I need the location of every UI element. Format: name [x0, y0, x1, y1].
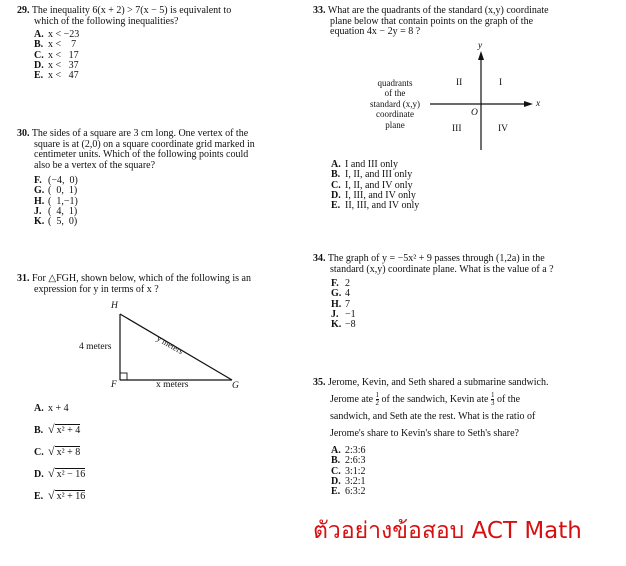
vertex-g-label: G — [232, 381, 239, 391]
answer-option[interactable]: K. −8 — [331, 319, 356, 331]
answer-option[interactable]: H. 7 — [331, 298, 350, 310]
radical-icon: √ — [48, 444, 55, 458]
quadrant-iv-label: IV — [498, 124, 509, 134]
answer-option[interactable]: D. 3:2:1 — [331, 475, 366, 487]
question-33-line-1: 33. What are the quadrants of the standard (x,y) coordinate — [313, 5, 549, 16]
question-31-number: 31. — [17, 273, 30, 284]
answer-option[interactable]: A. x < −23 — [34, 29, 80, 40]
question-30-line-4: also be a vertex of the square? — [34, 159, 156, 171]
question-35-line-3: sandwich, and Seth ate the rest. What is the ratio of — [330, 411, 536, 422]
fraction-one-third: $\frac{1}{3}$ — [490, 391, 495, 408]
answer-option[interactable]: E. 6:3:2 — [331, 486, 366, 498]
question-34 — [313, 254, 613, 275]
x-axis-arrow-icon — [524, 101, 533, 107]
radical-icon: √ — [48, 466, 55, 480]
page-caption: ตัวอย่างข้อสอบ ACT Math — [313, 518, 582, 544]
question-30-line-1: 30. The sides of a square are 3 cm long. One vertex of the — [17, 128, 249, 139]
question-33-options — [331, 160, 419, 211]
answer-option[interactable]: D. I, III, and IV only — [331, 189, 416, 201]
fraction-one-half: $\frac{1}{2}$ — [375, 391, 380, 408]
quadrant-ii-label: II — [456, 78, 463, 88]
side-vertical-label: 4 meters — [79, 342, 112, 352]
answer-option[interactable]: K. ( 5, 0) — [34, 216, 78, 228]
radical-icon: √ — [48, 488, 55, 502]
question-35-line-4: Jerome's share to Kevin's share to Seth's share? — [330, 428, 519, 439]
answer-option[interactable]: D. √ x² − 16 — [34, 466, 86, 480]
question-33-number: 33. — [313, 5, 326, 16]
question-30-line-2: square is at (2,0) on a square coordinate grid marked in — [34, 138, 255, 150]
answer-option[interactable]: C. I, II, and IV only — [331, 179, 413, 191]
answer-option[interactable]: A. x + 4 — [34, 403, 69, 414]
question-31-options — [34, 398, 85, 507]
question-33-line-2: plane below that contain points on the graph of the — [330, 15, 534, 27]
answer-option[interactable]: E. x < 47 — [34, 70, 79, 82]
coordinate-plane-figure — [0, 0, 626, 160]
y-axis-arrow-icon — [478, 51, 484, 60]
coordinate-plane-caption: quadrants of the standard (x,y) coordinate plane — [370, 78, 420, 130]
question-29-line-1: 29. The inequality 6(x + 2) > 7(x − 5) is equivalent to — [17, 5, 232, 16]
answer-option[interactable]: C. √ x² + 8 — [34, 444, 81, 458]
radical-icon: √ — [48, 422, 55, 436]
question-34-line-2: standard (x,y) coordinate plane. What is the value of a ? — [330, 263, 554, 275]
question-30-line-3: centimeter units. Which of the following points could — [34, 149, 249, 160]
answer-option[interactable]: A. 2:3:6 — [331, 445, 366, 456]
side-horizontal-label: x meters — [156, 380, 189, 390]
x-axis-label: x — [536, 99, 541, 109]
question-31-line-2: expression for y in terms of x ? — [34, 283, 159, 295]
question-31-line-1: 31. For △FGH, shown below, which of the following is an — [17, 273, 251, 284]
answer-option[interactable]: B. 2:6:3 — [331, 455, 366, 467]
answer-option[interactable]: G. 4 — [331, 288, 350, 300]
question-35 — [313, 374, 613, 442]
answer-option[interactable]: C. 3:1:2 — [331, 465, 366, 477]
origin-label: O — [471, 108, 478, 118]
quadrant-iii-label: III — [452, 124, 462, 134]
y-axis-label: y — [478, 41, 483, 51]
answer-option[interactable]: B. I, II, and III only — [331, 169, 413, 181]
question-29-number: 29. — [17, 5, 30, 16]
vertex-f-label: F — [111, 380, 117, 390]
answer-option[interactable]: B. x < 7 — [34, 39, 77, 51]
question-34-line-1: 34. The graph of y = −5x² + 9 passes through (1,2a) in the — [313, 253, 545, 264]
answer-option[interactable]: F. (−4, 0) — [34, 175, 78, 186]
answer-option[interactable]: B. √ x² + 4 — [34, 422, 81, 436]
question-29-line-2: which of the following inequalities? — [34, 15, 179, 27]
answer-option[interactable]: A. I and III only — [331, 159, 399, 170]
question-35-number: 35. — [313, 377, 326, 388]
vertex-h-label: H — [111, 301, 118, 311]
answer-option[interactable]: G. ( 0, 1) — [34, 185, 78, 197]
answer-option[interactable]: H. ( 1,−1) — [34, 195, 78, 207]
right-angle-marker — [120, 373, 127, 380]
answer-option[interactable]: D. x < 37 — [34, 59, 79, 71]
answer-option[interactable]: C. x < 17 — [34, 49, 79, 61]
question-35-line-1: 35. Jerome, Kevin, and Seth shared a submarine sandwich. — [313, 377, 549, 388]
answer-option[interactable]: F. 2 — [331, 278, 350, 289]
answer-option[interactable]: J. ( 4, 1) — [34, 205, 78, 217]
answer-option[interactable]: J. −1 — [331, 308, 356, 320]
question-33-line-3: equation 4x − 2y = 8 ? — [330, 26, 421, 37]
question-34-number: 34. — [313, 253, 326, 264]
question-35-line-2: Jerome ate $\frac{1}{2}$ of the sandwich, Kevin ate $\frac{1}{3}$ of the — [330, 391, 521, 408]
quadrant-i-label: I — [499, 78, 503, 88]
answer-option[interactable]: E. √ x² + 16 — [34, 488, 86, 502]
answer-option[interactable]: E. II, III, and IV only — [331, 200, 420, 212]
side-hypotenuse-label: y meters — [155, 333, 186, 357]
question-30-number: 30. — [17, 128, 30, 139]
question-34-options — [331, 279, 356, 330]
question-35-options — [331, 446, 366, 497]
